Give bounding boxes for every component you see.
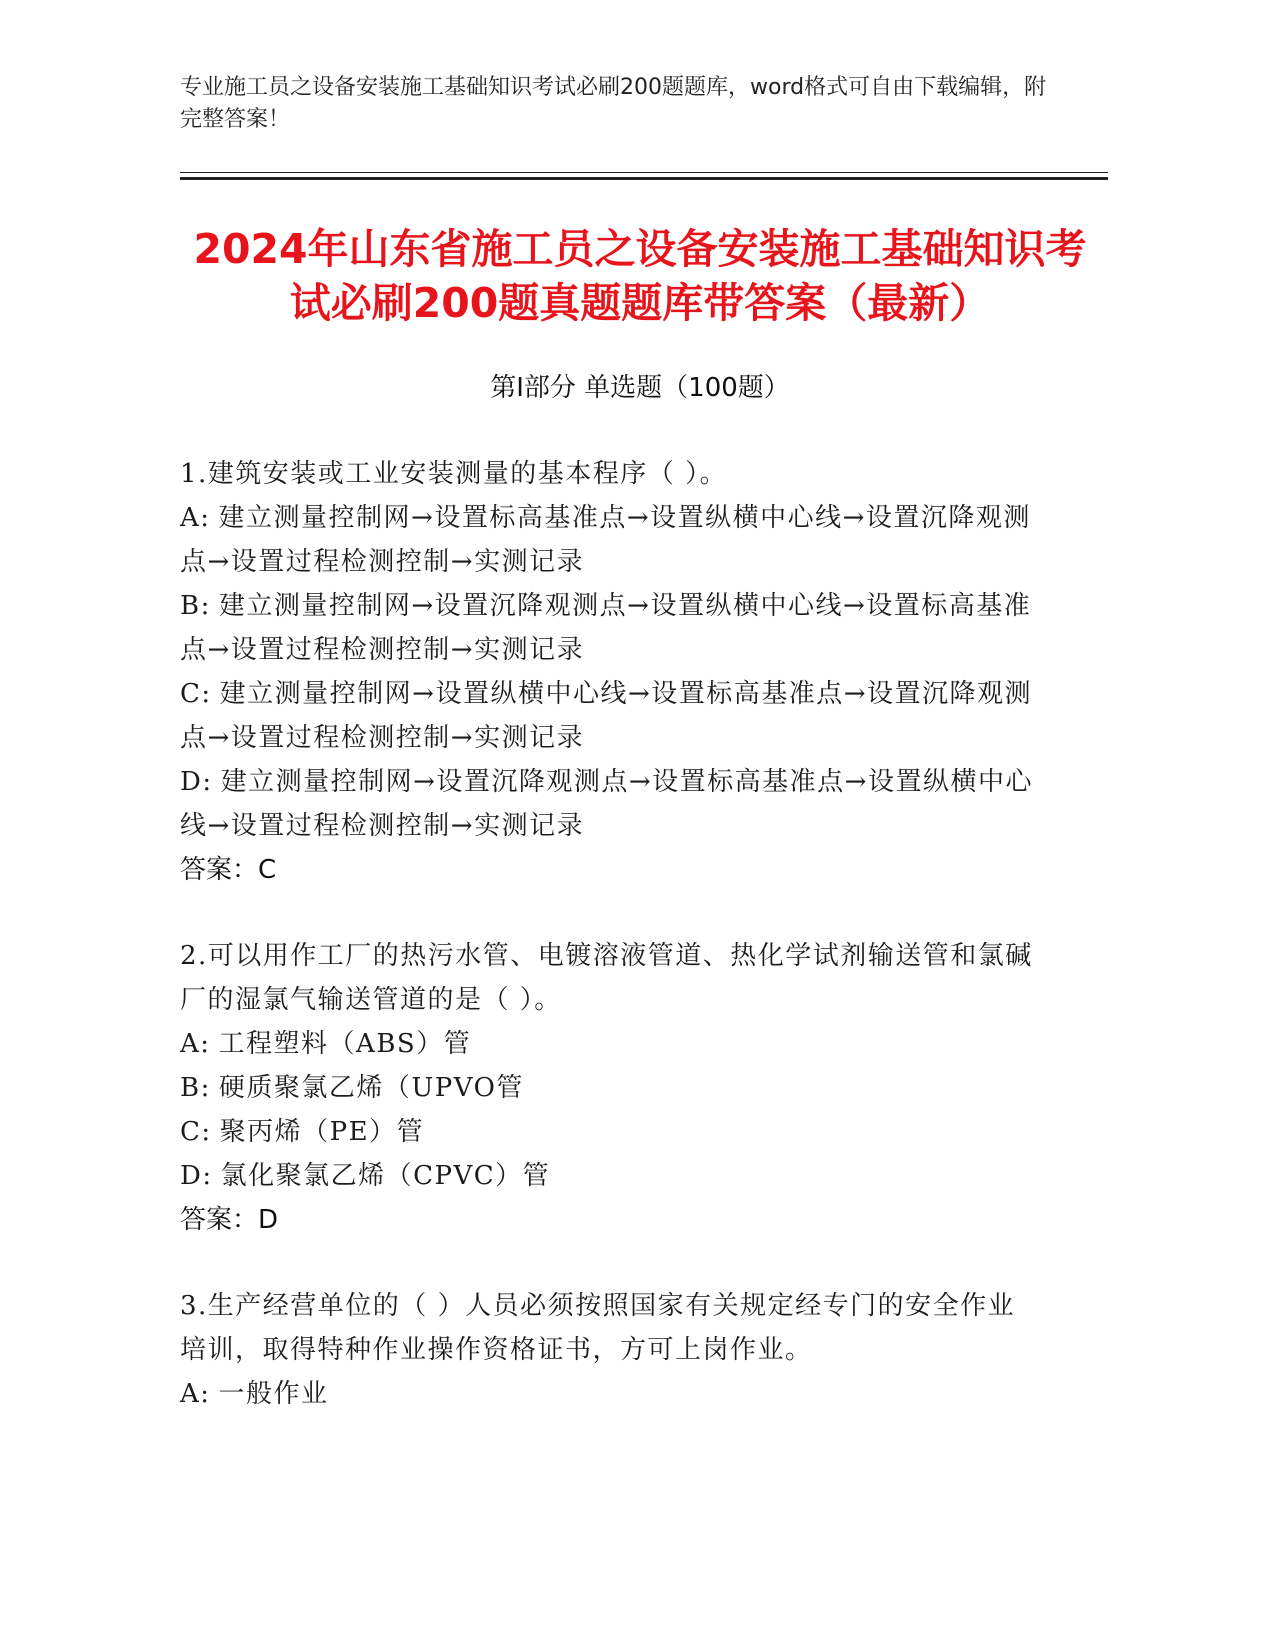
answer-text: 答案：C	[180, 855, 277, 885]
option-letter: A:	[180, 1029, 211, 1059]
option-b	[180, 584, 1040, 672]
question-item	[180, 1284, 1040, 1416]
question-item	[180, 452, 1040, 892]
question-list	[180, 452, 1040, 1458]
option-d	[180, 760, 1040, 848]
option-text: 建立测量控制网→设置沉降观测点→设置纵横中心线→设置标高基准点→设置过程检测控制→实测记录	[180, 591, 1032, 665]
question-text: 2.可以用作工厂的热污水管、电镀溶液管道、热化学试剂输送管和氯碱厂的湿氯气输送管道的是（ ）。	[180, 941, 1033, 1015]
document-title: 2024年山东省施工员之设备安装施工基础知识考试必刷200题真题题库带答案（最新）	[193, 225, 1087, 327]
question-text: 3.生产经营单位的（ ）人员必须按照国家有关规定经专门的安全作业培训，取得特种作业操作资格证书，方可上岗作业。	[180, 1291, 1016, 1365]
option-text: 建立测量控制网→设置标高基准点→设置纵横中心线→设置沉降观测点→设置过程检测控制→实测记录	[180, 503, 1031, 577]
option-d	[180, 1154, 1040, 1198]
option-text: 工程塑料（ABS）管	[218, 1029, 472, 1059]
option-text: 建立测量控制网→设置纵横中心线→设置标高基准点→设置沉降观测点→设置过程检测控制→实测记录	[180, 679, 1033, 753]
option-text: 硬质聚氯乙烯（UPVO管	[218, 1073, 524, 1103]
option-text: 一般作业	[218, 1379, 329, 1409]
option-letter: D:	[180, 1161, 213, 1191]
option-c	[180, 672, 1040, 760]
option-letter: C:	[180, 679, 212, 709]
option-a	[180, 1372, 1040, 1416]
option-text: 建立测量控制网→设置沉降观测点→设置标高基准点→设置纵横中心线→设置过程检测控制→实测记录	[180, 767, 1033, 841]
option-letter: D:	[180, 767, 213, 797]
header-divider-thin	[180, 172, 1108, 173]
option-letter: B:	[180, 1073, 211, 1103]
option-text: 聚丙烯（PE）管	[219, 1117, 425, 1147]
header-divider-thick	[180, 177, 1108, 180]
option-letter: A:	[180, 503, 211, 533]
option-c	[180, 1110, 1040, 1154]
option-b	[180, 1066, 1040, 1110]
option-a	[180, 1022, 1040, 1066]
option-letter: B:	[180, 591, 211, 621]
question-text: 1.建筑安装或工业安装测量的基本程序（ ）。	[180, 459, 728, 489]
answer-text: 答案：D	[180, 1205, 279, 1235]
option-letter: A:	[180, 1379, 211, 1409]
option-letter: C:	[180, 1117, 212, 1147]
option-a	[180, 496, 1040, 584]
option-text: 氯化聚氯乙烯（CPVC）管	[220, 1161, 551, 1191]
section-title: 第Ⅰ部分 单选题（100题）	[490, 373, 790, 403]
header-note: 专业施工员之设备安装施工基础知识考试必刷200题题库，word格式可自由下载编辑，附完整答案！	[180, 75, 1047, 132]
question-item	[180, 934, 1040, 1242]
